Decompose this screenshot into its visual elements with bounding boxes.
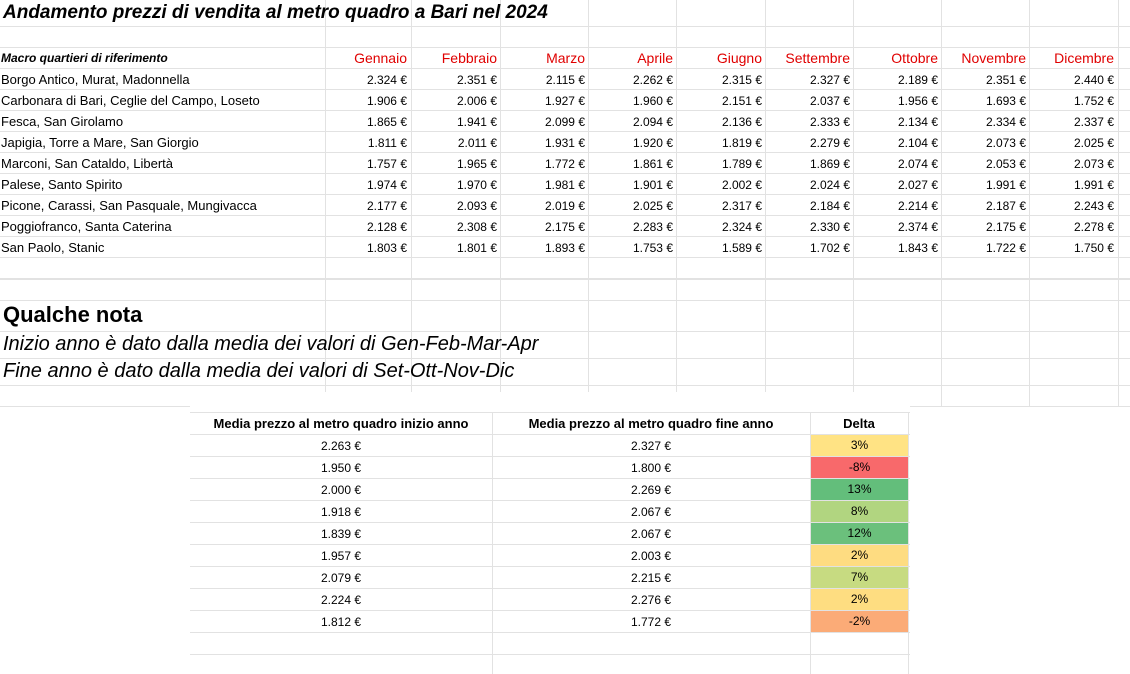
- table-cell: 2.094 €: [632, 115, 673, 129]
- table-cell: 2.136 €: [721, 115, 762, 129]
- start-value: 1.918 €: [320, 505, 362, 519]
- table-cell: 2.104 €: [897, 136, 938, 150]
- table-cell: 2.037 €: [809, 94, 850, 108]
- table-cell: 2.374 €: [897, 220, 938, 234]
- row-label: Carbonara di Bari, Ceglie del Campo, Loseto: [1, 93, 260, 108]
- table-cell: 1.811 €: [367, 136, 407, 150]
- delta-cell: -8%: [811, 457, 908, 478]
- start-value: 2.263 €: [320, 439, 362, 453]
- summary-header: Media prezzo al metro quadro inizio anno: [213, 416, 469, 431]
- month-header-settembre: Settembre: [785, 50, 850, 66]
- table-cell: 1.757 €: [366, 157, 407, 171]
- table-cell: 2.011 €: [457, 136, 497, 150]
- table-cell: 1.970 €: [456, 178, 497, 192]
- table-cell: 1.861 €: [632, 157, 673, 171]
- delta-cell: 7%: [811, 567, 908, 588]
- table-cell: 2.351 €: [456, 73, 497, 87]
- table-cell: 1.750 €: [1073, 241, 1114, 255]
- start-value: 2.079 €: [320, 571, 362, 585]
- table-cell: 2.073 €: [1073, 157, 1114, 171]
- end-value: 1.772 €: [630, 615, 672, 629]
- table-cell: 2.243 €: [1073, 199, 1114, 213]
- table-cell: 2.283 €: [632, 220, 673, 234]
- table-cell: 2.334 €: [985, 115, 1026, 129]
- table-cell: 1.991 €: [985, 178, 1026, 192]
- table-cell: 2.006 €: [456, 94, 497, 108]
- table-cell: 1.927 €: [544, 94, 585, 108]
- delta-cell: 2%: [811, 589, 908, 610]
- table-cell: 1.901 €: [632, 178, 673, 192]
- month-header-febbraio: Febbraio: [441, 50, 497, 66]
- table-cell: 2.330 €: [809, 220, 850, 234]
- table-cell: 2.025 €: [1073, 136, 1114, 150]
- start-value: 1.839 €: [320, 527, 362, 541]
- start-value: 2.224 €: [320, 593, 362, 607]
- row-label: Poggiofranco, Santa Caterina: [1, 219, 172, 234]
- row-label: Palese, Santo Spirito: [1, 177, 123, 192]
- column-header-quartieri: Macro quartieri di riferimento: [1, 51, 168, 65]
- table-cell: 2.025 €: [632, 199, 673, 213]
- delta-cell: 2%: [811, 545, 908, 566]
- table-cell: 2.189 €: [897, 73, 938, 87]
- end-value: 2.003 €: [630, 549, 672, 563]
- table-cell: 1.906 €: [366, 94, 407, 108]
- table-cell: 2.327 €: [809, 73, 850, 87]
- month-header-aprile: Aprile: [637, 50, 673, 66]
- table-cell: 1.991 €: [1073, 178, 1114, 192]
- table-cell: 2.214 €: [897, 199, 938, 213]
- table-cell: 1.702 €: [809, 241, 850, 255]
- table-cell: 2.184 €: [809, 199, 850, 213]
- start-value: 1.950 €: [320, 461, 362, 475]
- table-cell: 1.941 €: [456, 115, 497, 129]
- table-cell: 2.128 €: [366, 220, 407, 234]
- note-line: Inizio anno è dato dalla media dei valori di Gen-Feb-Mar-Apr: [3, 333, 539, 355]
- end-value: 2.269 €: [630, 483, 672, 497]
- table-cell: 2.351 €: [985, 73, 1026, 87]
- end-value: 2.327 €: [630, 439, 672, 453]
- table-cell: 2.074 €: [897, 157, 938, 171]
- month-header-dicembre: Dicembre: [1054, 50, 1114, 66]
- table-cell: 1.981 €: [544, 178, 585, 192]
- table-cell: 1.789 €: [721, 157, 762, 171]
- sheet-title: Andamento prezzi di vendita al metro quadro a Bari nel 2024: [3, 2, 548, 23]
- table-cell: 2.002 €: [721, 178, 762, 192]
- table-cell: 1.753 €: [632, 241, 673, 255]
- row-label: Japigia, Torre a Mare, San Giorgio: [1, 135, 199, 150]
- table-cell: 1.869 €: [809, 157, 850, 171]
- table-cell: 2.278 €: [1073, 220, 1114, 234]
- table-cell: 2.324 €: [721, 220, 762, 234]
- end-value: 2.215 €: [630, 571, 672, 585]
- table-cell: 2.333 €: [809, 115, 850, 129]
- delta-cell: 3%: [811, 435, 908, 456]
- table-cell: 1.865 €: [366, 115, 407, 129]
- end-value: 1.800 €: [630, 461, 672, 475]
- row-label: Fesca, San Girolamo: [1, 114, 124, 129]
- table-cell: 2.440 €: [1073, 73, 1114, 87]
- notes-title: Qualche nota: [3, 302, 143, 327]
- table-cell: 2.093 €: [456, 199, 497, 213]
- table-cell: 2.115 €: [545, 73, 585, 87]
- table-cell: 2.053 €: [985, 157, 1026, 171]
- table-cell: 2.177 €: [366, 199, 407, 213]
- month-header-novembre: Novembre: [961, 50, 1026, 66]
- table-cell: 2.315 €: [721, 73, 762, 87]
- delta-cell: 8%: [811, 501, 908, 522]
- table-cell: 1.931 €: [544, 136, 585, 150]
- month-header-giugno: Giugno: [716, 50, 762, 66]
- table-cell: 2.073 €: [985, 136, 1026, 150]
- table-cell: 1.803 €: [366, 241, 407, 255]
- month-header-ottobre: Ottobre: [891, 50, 938, 66]
- row-label: Borgo Antico, Murat, Madonnella: [1, 72, 190, 87]
- summary-header: Media prezzo al metro quadro fine anno: [528, 416, 774, 431]
- end-value: 2.067 €: [630, 527, 672, 541]
- table-cell: 1.693 €: [985, 94, 1026, 108]
- table-cell: 2.279 €: [809, 136, 850, 150]
- table-cell: 2.027 €: [897, 178, 938, 192]
- table-cell: 1.722 €: [985, 241, 1026, 255]
- table-cell: 2.175 €: [544, 220, 585, 234]
- table-cell: 1.772 €: [544, 157, 585, 171]
- summary-header: Delta: [843, 416, 875, 431]
- table-cell: 1.589 €: [721, 241, 762, 255]
- summary-table: [190, 392, 910, 674]
- table-cell: 2.337 €: [1073, 115, 1114, 129]
- end-value: 2.067 €: [630, 505, 672, 519]
- table-cell: 1.965 €: [456, 157, 497, 171]
- delta-cell: -2%: [811, 611, 908, 632]
- table-cell: 2.099 €: [544, 115, 585, 129]
- table-cell: 1.920 €: [632, 136, 673, 150]
- table-cell: 2.262 €: [632, 73, 673, 87]
- start-value: 2.000 €: [320, 483, 362, 497]
- table-cell: 1.752 €: [1073, 94, 1114, 108]
- table-cell: 2.317 €: [721, 199, 762, 213]
- table-cell: 2.024 €: [809, 178, 850, 192]
- table-cell: 2.019 €: [544, 199, 585, 213]
- table-cell: 2.308 €: [456, 220, 497, 234]
- table-cell: 1.819 €: [721, 136, 762, 150]
- end-value: 2.276 €: [630, 593, 672, 607]
- delta-cell: 12%: [811, 523, 908, 544]
- row-label: Marconi, San Cataldo, Libertà: [1, 156, 173, 171]
- table-cell: 1.974 €: [366, 178, 407, 192]
- table-cell: 1.956 €: [897, 94, 938, 108]
- table-cell: 1.843 €: [897, 241, 938, 255]
- row-label: San Paolo, Stanic: [1, 240, 105, 255]
- table-cell: 1.893 €: [544, 241, 585, 255]
- table-cell: 2.187 €: [985, 199, 1026, 213]
- table-cell: 1.801 €: [456, 241, 497, 255]
- month-header-gennaio: Gennaio: [354, 50, 407, 66]
- table-cell: 2.324 €: [366, 73, 407, 87]
- start-value: 1.812 €: [320, 615, 362, 629]
- start-value: 1.957 €: [320, 549, 362, 563]
- table-cell: 1.960 €: [632, 94, 673, 108]
- delta-cell: 13%: [811, 479, 908, 500]
- table-cell: 2.134 €: [897, 115, 938, 129]
- note-line: Fine anno è dato dalla media dei valori di Set-Ott-Nov-Dic: [3, 360, 515, 382]
- row-label: Picone, Carassi, San Pasquale, Mungivacca: [1, 198, 257, 213]
- table-cell: 2.151 €: [721, 94, 762, 108]
- month-header-marzo: Marzo: [546, 50, 585, 66]
- table-cell: 2.175 €: [985, 220, 1026, 234]
